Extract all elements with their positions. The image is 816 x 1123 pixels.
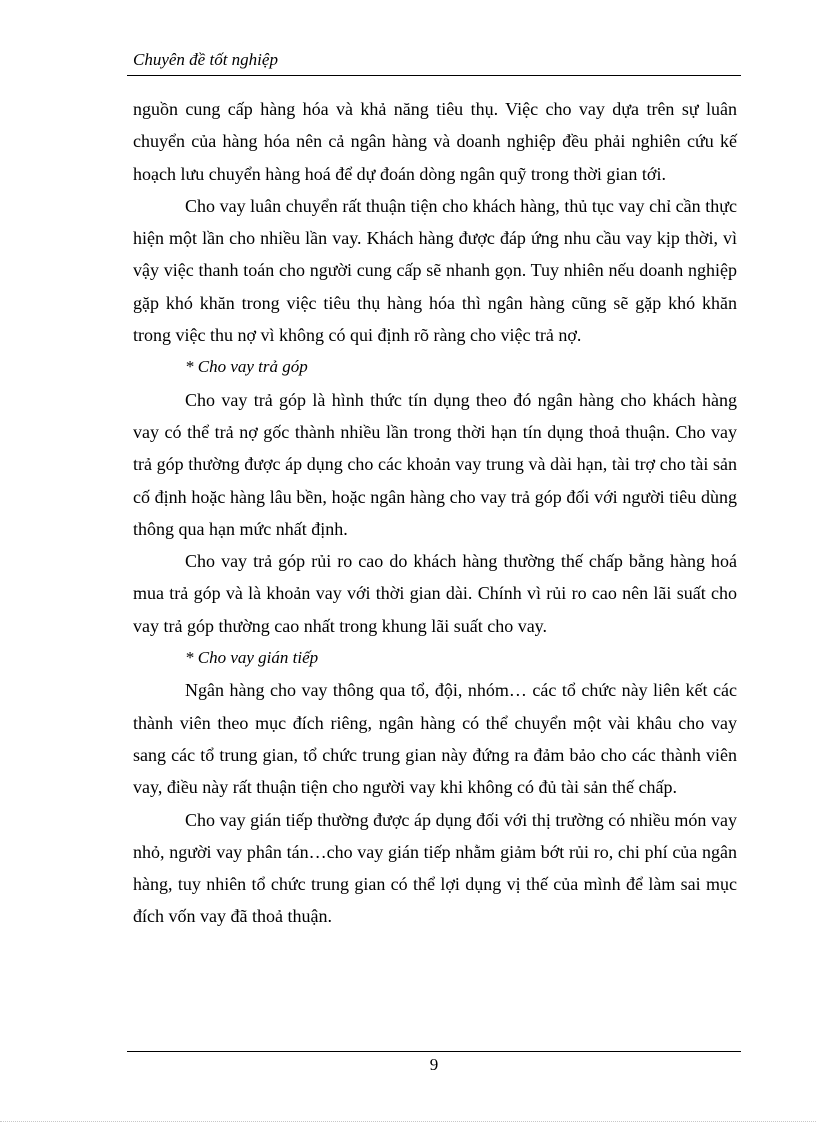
paragraph-installment-definition: Cho vay trả góp là hình thức tín dụng theo đó ngân hàng cho khách hàng vay có thể trả nợ gốc thành nhiều lần trong thời hạn tín dụng thoả thuận. Cho vay trả góp thường được áp dụng cho các khoản vay trung và dài hạn, tài trợ cho tài sản cố định hoặc hàng lâu bền, hoặc ngân hàng cho vay trả góp đối với người tiêu dùng thông qua hạn mức nhất định. — [133, 389, 737, 539]
subheading-installment-loan: * Cho vay trả góp — [185, 357, 308, 377]
header-title: Chuyên đề tốt nghiệp — [133, 50, 278, 69]
paragraph-indirect-application: Cho vay gián tiếp thường được áp dụng đối với thị trường có nhiều món vay nhỏ, người vay phân tán…cho vay gián tiếp nhằm giảm bớt rủi ro, chi phí của ngân hàng, tuy nhiên tổ chức trung gian có thể lợi dụng vị thế của mình để làm sai mục đích vốn vay đã thoả thuận. — [133, 809, 737, 927]
subheading-indirect-loan: * Cho vay gián tiếp — [185, 648, 319, 668]
page-bottom-edge — [0, 1121, 816, 1122]
header-rule — [127, 75, 741, 76]
paragraph-continuation: nguồn cung cấp hàng hóa và khả năng tiêu thụ. Việc cho vay dựa trên sự luân chuyển của hàng hóa nên cả ngân hàng và doanh nghiệp đều phải nghiên cứu kế hoạch lưu chuyển hàng hoá để dự đoán dòng ngân quỹ trong thời gian tới. — [133, 99, 737, 184]
paragraph-revolving-loan: Cho vay luân chuyển rất thuận tiện cho khách hàng, thủ tục vay chỉ cần thực hiện một lần cho nhiều lần vay. Khách hàng được đáp ứng nhu cầu vay kịp thời, vì vậy việc thanh toán cho người cung cấp sẽ nhanh gọn. Tuy nhiên nếu doanh nghiệp gặp khó khăn trong việc tiêu thụ hàng hóa thì ngân hàng cũng sẽ gặp khó khăn trong việc thu nợ vì không có qui định rõ ràng cho việc trả nợ. — [133, 195, 737, 346]
page-body — [133, 93, 737, 933]
paragraph-indirect-definition: Ngân hàng cho vay thông qua tổ, đội, nhóm… các tổ chức này liên kết các thành viên theo mục đích riêng, ngân hàng có thể chuyển một vài khâu cho vay sang các tổ trung gian, tổ chức trung gian này đứng ra đảm bảo cho các thành viên vay, điều này rất thuận tiện cho người vay khi không có đủ tài sản thế chấp. — [133, 680, 737, 798]
paragraph-installment-risk: Cho vay trả góp rủi ro cao do khách hàng thường thế chấp bằng hàng hoá mua trả góp và là khoản vay với thời gian dài. Chính vì rủi ro cao nên lãi suất cho vay trả góp thường cao nhất trong khung lãi suất cho vay. — [133, 551, 737, 636]
footer-rule — [127, 1051, 741, 1052]
page-number: 9 — [429, 1055, 439, 1074]
